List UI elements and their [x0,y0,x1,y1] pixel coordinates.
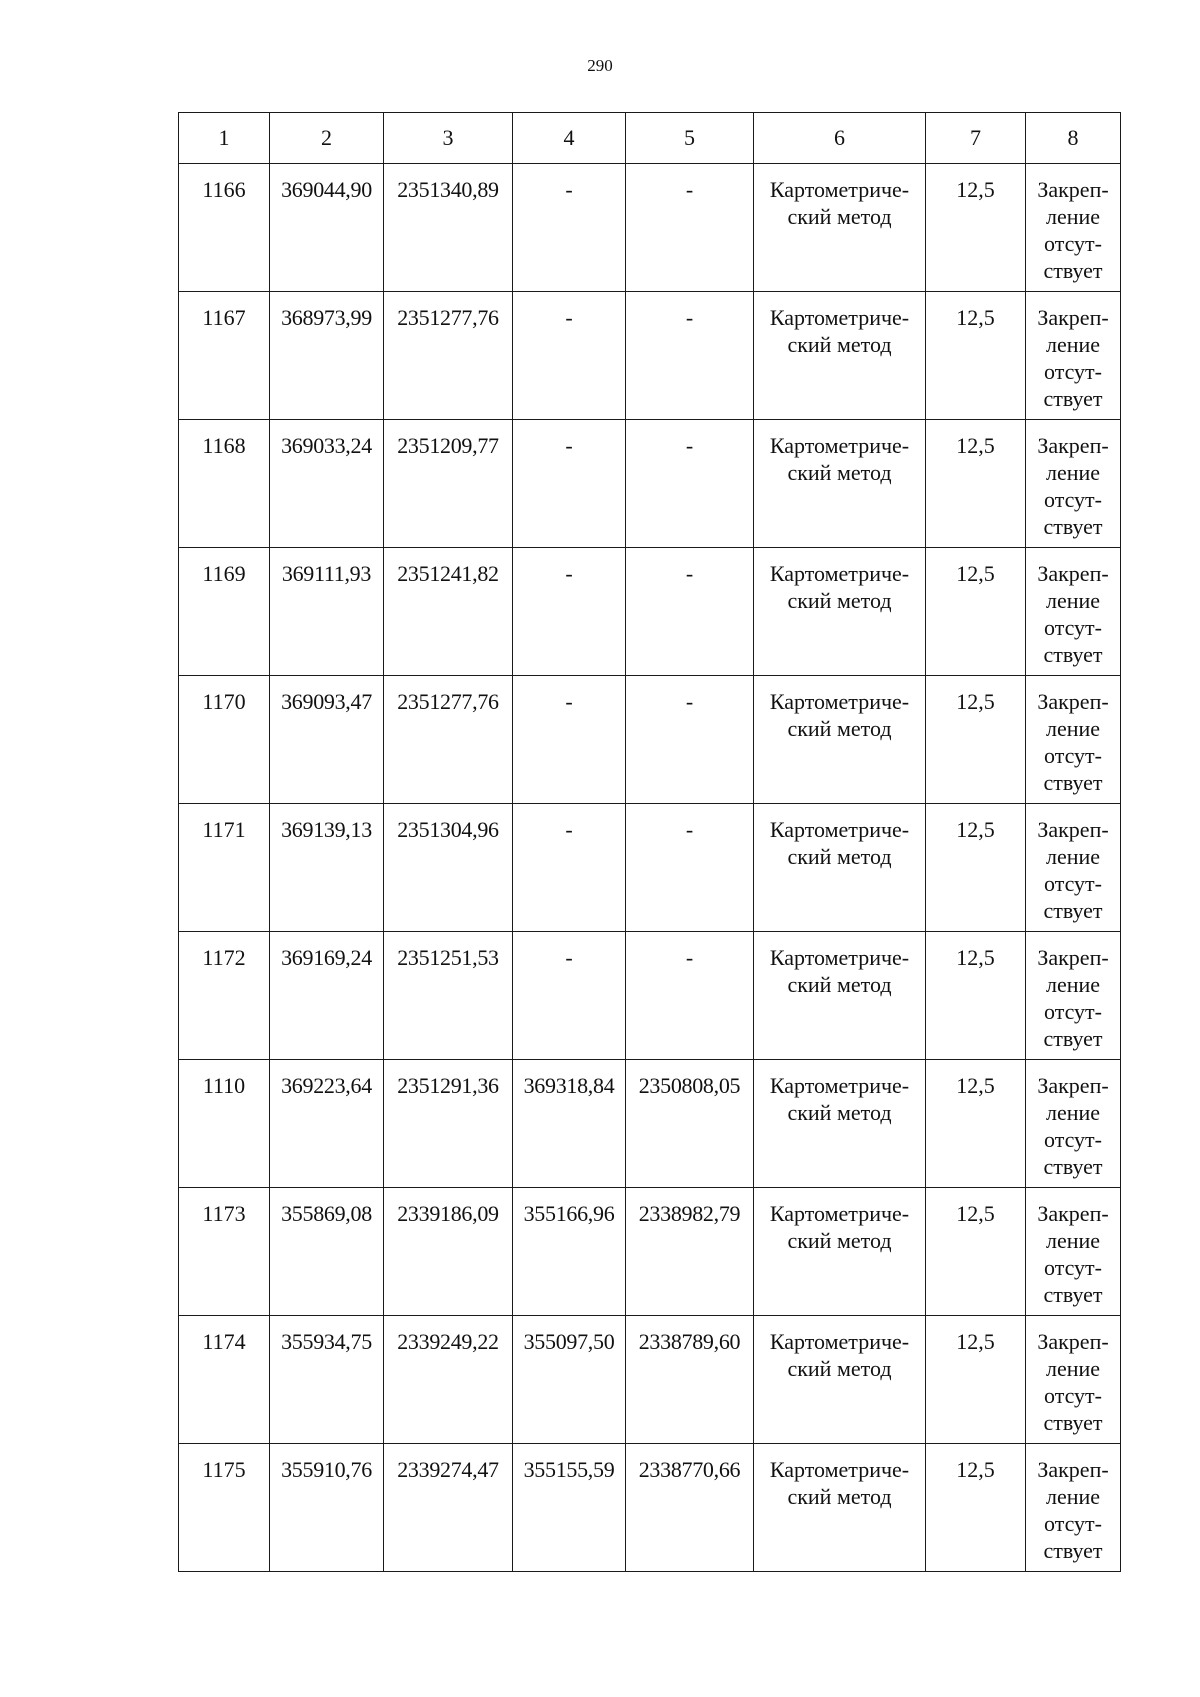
previous-x-coordinate-cell: - [513,548,626,676]
point-number-cell: 1110 [179,1060,270,1188]
table-row [179,1060,1121,1188]
fixing-description-cell: Закреп-ление отсут-ствует [1026,676,1121,804]
method-cell: Картометриче-ский метод [754,420,926,548]
x-coordinate-cell: 369139,13 [270,804,384,932]
previous-x-coordinate-cell: - [513,932,626,1060]
y-coordinate-cell: 2351209,77 [384,420,513,548]
x-coordinate-cell: 369169,24 [270,932,384,1060]
x-coordinate-cell: 369111,93 [270,548,384,676]
previous-y-coordinate-cell: - [626,932,754,1060]
previous-y-coordinate-cell: - [626,292,754,420]
column-header: 7 [926,113,1026,164]
x-coordinate-cell: 355934,75 [270,1316,384,1444]
previous-x-coordinate-cell: 355166,96 [513,1188,626,1316]
accuracy-cell: 12,5 [926,164,1026,292]
x-coordinate-cell: 355869,08 [270,1188,384,1316]
x-coordinate-cell: 369044,90 [270,164,384,292]
method-cell: Картометриче-ский метод [754,164,926,292]
column-header: 6 [754,113,926,164]
previous-y-coordinate-cell: - [626,676,754,804]
table-row [179,420,1121,548]
accuracy-cell: 12,5 [926,292,1026,420]
previous-x-coordinate-cell: - [513,420,626,548]
previous-y-coordinate-cell: - [626,548,754,676]
x-coordinate-cell: 369033,24 [270,420,384,548]
fixing-description-cell: Закреп-ление отсут-ствует [1026,804,1121,932]
point-number-cell: 1170 [179,676,270,804]
previous-x-coordinate-cell: 355155,59 [513,1444,626,1572]
previous-y-coordinate-cell: 2338789,60 [626,1316,754,1444]
y-coordinate-cell: 2351291,36 [384,1060,513,1188]
fixing-description-cell: Закреп-ление отсут-ствует [1026,420,1121,548]
y-coordinate-cell: 2351251,53 [384,932,513,1060]
previous-y-coordinate-cell: 2338982,79 [626,1188,754,1316]
point-number-cell: 1167 [179,292,270,420]
header-row [179,113,1121,164]
y-coordinate-cell: 2351340,89 [384,164,513,292]
fixing-description-cell: Закреп-ление отсут-ствует [1026,1316,1121,1444]
previous-y-coordinate-cell: 2338770,66 [626,1444,754,1572]
table-row [179,1316,1121,1444]
x-coordinate-cell: 369093,47 [270,676,384,804]
method-cell: Картометриче-ский метод [754,292,926,420]
method-cell: Картометриче-ский метод [754,932,926,1060]
y-coordinate-cell: 2351277,76 [384,676,513,804]
table-row [179,676,1121,804]
previous-x-coordinate-cell: - [513,804,626,932]
y-coordinate-cell: 2351241,82 [384,548,513,676]
column-header: 5 [626,113,754,164]
previous-x-coordinate-cell: - [513,164,626,292]
y-coordinate-cell: 2351304,96 [384,804,513,932]
table-row [179,804,1121,932]
column-header: 1 [179,113,270,164]
previous-y-coordinate-cell: - [626,804,754,932]
method-cell: Картометриче-ский метод [754,1444,926,1572]
x-coordinate-cell: 355910,76 [270,1444,384,1572]
coordinates-table [178,112,1121,1572]
point-number-cell: 1175 [179,1444,270,1572]
point-number-cell: 1172 [179,932,270,1060]
method-cell: Картометриче-ский метод [754,1188,926,1316]
point-number-cell: 1174 [179,1316,270,1444]
accuracy-cell: 12,5 [926,1060,1026,1188]
fixing-description-cell: Закреп-ление отсут-ствует [1026,164,1121,292]
accuracy-cell: 12,5 [926,1444,1026,1572]
accuracy-cell: 12,5 [926,420,1026,548]
previous-x-coordinate-cell: - [513,292,626,420]
x-coordinate-cell: 368973,99 [270,292,384,420]
accuracy-cell: 12,5 [926,804,1026,932]
y-coordinate-cell: 2351277,76 [384,292,513,420]
table-row [179,932,1121,1060]
point-number-cell: 1168 [179,420,270,548]
fixing-description-cell: Закреп-ление отсут-ствует [1026,1060,1121,1188]
accuracy-cell: 12,5 [926,932,1026,1060]
method-cell: Картометриче-ский метод [754,676,926,804]
fixing-description-cell: Закреп-ление отсут-ствует [1026,292,1121,420]
previous-x-coordinate-cell: 369318,84 [513,1060,626,1188]
column-header: 2 [270,113,384,164]
page-number: 290 [587,56,613,75]
previous-x-coordinate-cell: 355097,50 [513,1316,626,1444]
table-row [179,164,1121,292]
point-number-cell: 1169 [179,548,270,676]
x-coordinate-cell: 369223,64 [270,1060,384,1188]
fixing-description-cell: Закреп-ление отсут-ствует [1026,1188,1121,1316]
accuracy-cell: 12,5 [926,676,1026,804]
method-cell: Картометриче-ский метод [754,1060,926,1188]
y-coordinate-cell: 2339274,47 [384,1444,513,1572]
table-row [179,1188,1121,1316]
accuracy-cell: 12,5 [926,1188,1026,1316]
point-number-cell: 1173 [179,1188,270,1316]
previous-x-coordinate-cell: - [513,676,626,804]
fixing-description-cell: Закреп-ление отсут-ствует [1026,1444,1121,1572]
method-cell: Картометриче-ский метод [754,548,926,676]
column-header: 3 [384,113,513,164]
point-number-cell: 1166 [179,164,270,292]
method-cell: Картометриче-ский метод [754,804,926,932]
previous-y-coordinate-cell: - [626,420,754,548]
fixing-description-cell: Закреп-ление отсут-ствует [1026,548,1121,676]
column-header: 4 [513,113,626,164]
table-row [179,292,1121,420]
fixing-description-cell: Закреп-ление отсут-ствует [1026,932,1121,1060]
previous-y-coordinate-cell: 2350808,05 [626,1060,754,1188]
table-row [179,1444,1121,1572]
accuracy-cell: 12,5 [926,1316,1026,1444]
y-coordinate-cell: 2339186,09 [384,1188,513,1316]
y-coordinate-cell: 2339249,22 [384,1316,513,1444]
method-cell: Картометриче-ский метод [754,1316,926,1444]
column-header: 8 [1026,113,1121,164]
table-row [179,548,1121,676]
accuracy-cell: 12,5 [926,548,1026,676]
previous-y-coordinate-cell: - [626,164,754,292]
point-number-cell: 1171 [179,804,270,932]
